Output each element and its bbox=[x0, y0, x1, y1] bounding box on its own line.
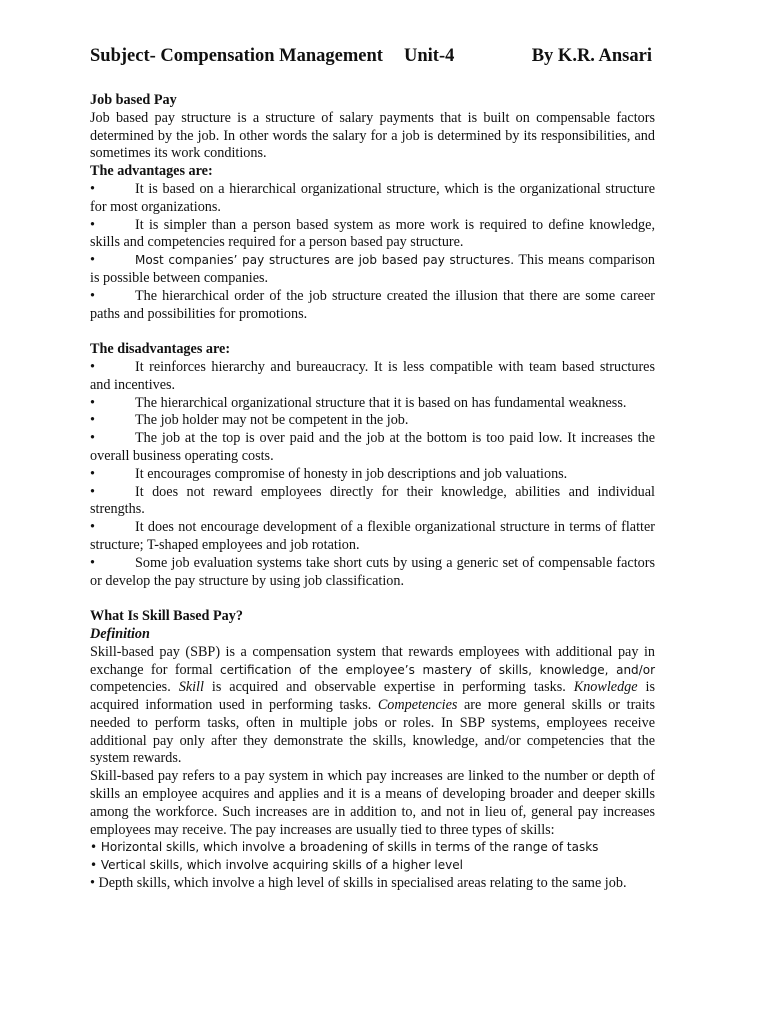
disadvantage-text: The job at the top is over paid and the job at the bottom is too paid low. It increases the overall business operating costs. bbox=[90, 430, 655, 464]
job-based-intro: Job based pay structure is a structure of salary payments that is built on compensable factors determined by the job. In other words the salary for a job is determined by its responsibilities, and sometimes its work conditions. bbox=[90, 109, 655, 162]
bullet-icon: • bbox=[90, 358, 95, 375]
disadvantage-item bbox=[90, 555, 655, 591]
bullet-icon: • bbox=[90, 287, 95, 304]
advantage-item bbox=[90, 252, 655, 288]
disadvantage-item bbox=[90, 519, 655, 555]
bullet-icon: • bbox=[90, 554, 95, 571]
definition-label: Definition bbox=[90, 625, 150, 642]
bullet-icon: • bbox=[90, 465, 95, 482]
disadvantage-item bbox=[90, 466, 655, 484]
bullet-icon: • bbox=[90, 483, 95, 500]
disadvantages-title: The disadvantages are: bbox=[90, 341, 231, 358]
disadvantage-text: Some job evaluation systems take short cuts by using a generic set of compensable factors or develop the pay structure by using job classification. bbox=[90, 554, 655, 589]
bullet-icon: • bbox=[90, 216, 95, 233]
disadvantage-item bbox=[90, 484, 655, 520]
advantage-text: Most companies’ pay structures are job based pay structures. bbox=[135, 253, 515, 268]
header-author: By K.R. Ansari bbox=[531, 46, 652, 66]
job-based-title: Job based Pay bbox=[90, 92, 177, 108]
bullet-icon: • bbox=[90, 394, 95, 411]
page-header bbox=[90, 46, 652, 72]
document-body bbox=[90, 92, 655, 893]
advantages-title: The advantages are: bbox=[90, 163, 213, 180]
advantage-text: It is based on a hierarchical organizational structure, which is the organizational structure for most organizations. bbox=[90, 180, 655, 215]
bullet-icon: • bbox=[90, 412, 95, 429]
disadvantage-item bbox=[90, 430, 655, 466]
disadvantage-text: The hierarchical organizational structure that it is based on has fundamental weakness. bbox=[135, 394, 627, 411]
term-knowledge: Knowledge bbox=[573, 679, 638, 696]
def-text: is acquired and observable expertise in performing tasks. bbox=[203, 679, 574, 696]
disadvantage-text: It does not encourage development of a flexible organizational structure in terms of flatter structure; T-shaped employees and job rotation. bbox=[90, 519, 655, 553]
bullet-icon: • bbox=[90, 519, 95, 536]
skill-definition-paragraph bbox=[90, 644, 655, 769]
disadvantage-text: It encourages compromise of honesty in job descriptions and job valuations. bbox=[135, 465, 568, 482]
advantage-text-cont: This means comparison is possible between companies. bbox=[90, 252, 655, 286]
disadvantage-item bbox=[90, 359, 655, 395]
disadvantage-text: It does not reward employees directly for their knowledge, abilities and individual strengths. bbox=[90, 483, 655, 518]
skill-based-paragraph: Skill-based pay refers to a pay system in which pay increases are linked to the number or depth of skills an employee acquires and applies and it is a means of developing broader and deeper skills among the workforce. Such increases are in addition to, and not in lieu of, general pay increases employees may receive. The pay increases are usually tied to three types of skills: bbox=[90, 768, 655, 838]
def-text: is acquired information used in performing tasks. bbox=[90, 679, 655, 714]
disadvantage-text: The job holder may not be competent in the job. bbox=[135, 412, 409, 429]
bullet-icon: • bbox=[90, 252, 95, 269]
disadvantage-text: It reinforces hierarchy and bureaucracy. It is less compatible with team based structures and incentives. bbox=[90, 358, 655, 393]
term-skill: Skill bbox=[178, 679, 204, 696]
def-text: are more general skills or traits needed to perform tasks, often in multiple jobs or roles. In SBP systems, employees receive additional pay only after they demonstrate the skills, knowledge, and/or competencies that the system rewards. bbox=[90, 697, 655, 767]
skill-type-item: • Vertical skills, which involve acquiring skills of a higher level bbox=[90, 858, 463, 873]
bullet-icon: • bbox=[90, 430, 95, 447]
header-unit: Unit-4 bbox=[404, 46, 455, 66]
def-text: competencies. bbox=[90, 679, 179, 696]
disadvantage-item bbox=[90, 395, 655, 413]
spacer bbox=[90, 323, 655, 341]
advantage-text: It is simpler than a person based system as more work is required to define knowledge, skills and competencies required for a person based pay structure. bbox=[90, 216, 655, 251]
skill-type-item: • Horizontal skills, which involve a broadening of skills in terms of the range of tasks bbox=[90, 840, 599, 855]
advantage-item bbox=[90, 217, 655, 253]
spacer bbox=[90, 590, 655, 608]
advantage-item bbox=[90, 288, 655, 324]
bullet-icon: • bbox=[90, 180, 95, 197]
def-text-alt: certification of the employee’s mastery of skills, knowledge, and/or bbox=[220, 662, 655, 677]
disadvantage-item bbox=[90, 412, 655, 430]
term-competencies: Competencies bbox=[377, 697, 458, 714]
advantage-item bbox=[90, 181, 655, 217]
def-text: Skill-based pay (SBP) is a compensation system that rewards employees with additional pay in exchange for formal bbox=[90, 643, 655, 678]
skill-type-item: • Depth skills, which involve a high level of skills in specialised areas relating to the same job. bbox=[90, 875, 627, 892]
advantage-text: The hierarchical order of the job structure created the illusion that there are some career paths and possibilities for promotions. bbox=[90, 287, 655, 322]
skill-based-title: What Is Skill Based Pay? bbox=[90, 608, 243, 625]
header-subject: Subject- Compensation Management bbox=[90, 46, 383, 66]
